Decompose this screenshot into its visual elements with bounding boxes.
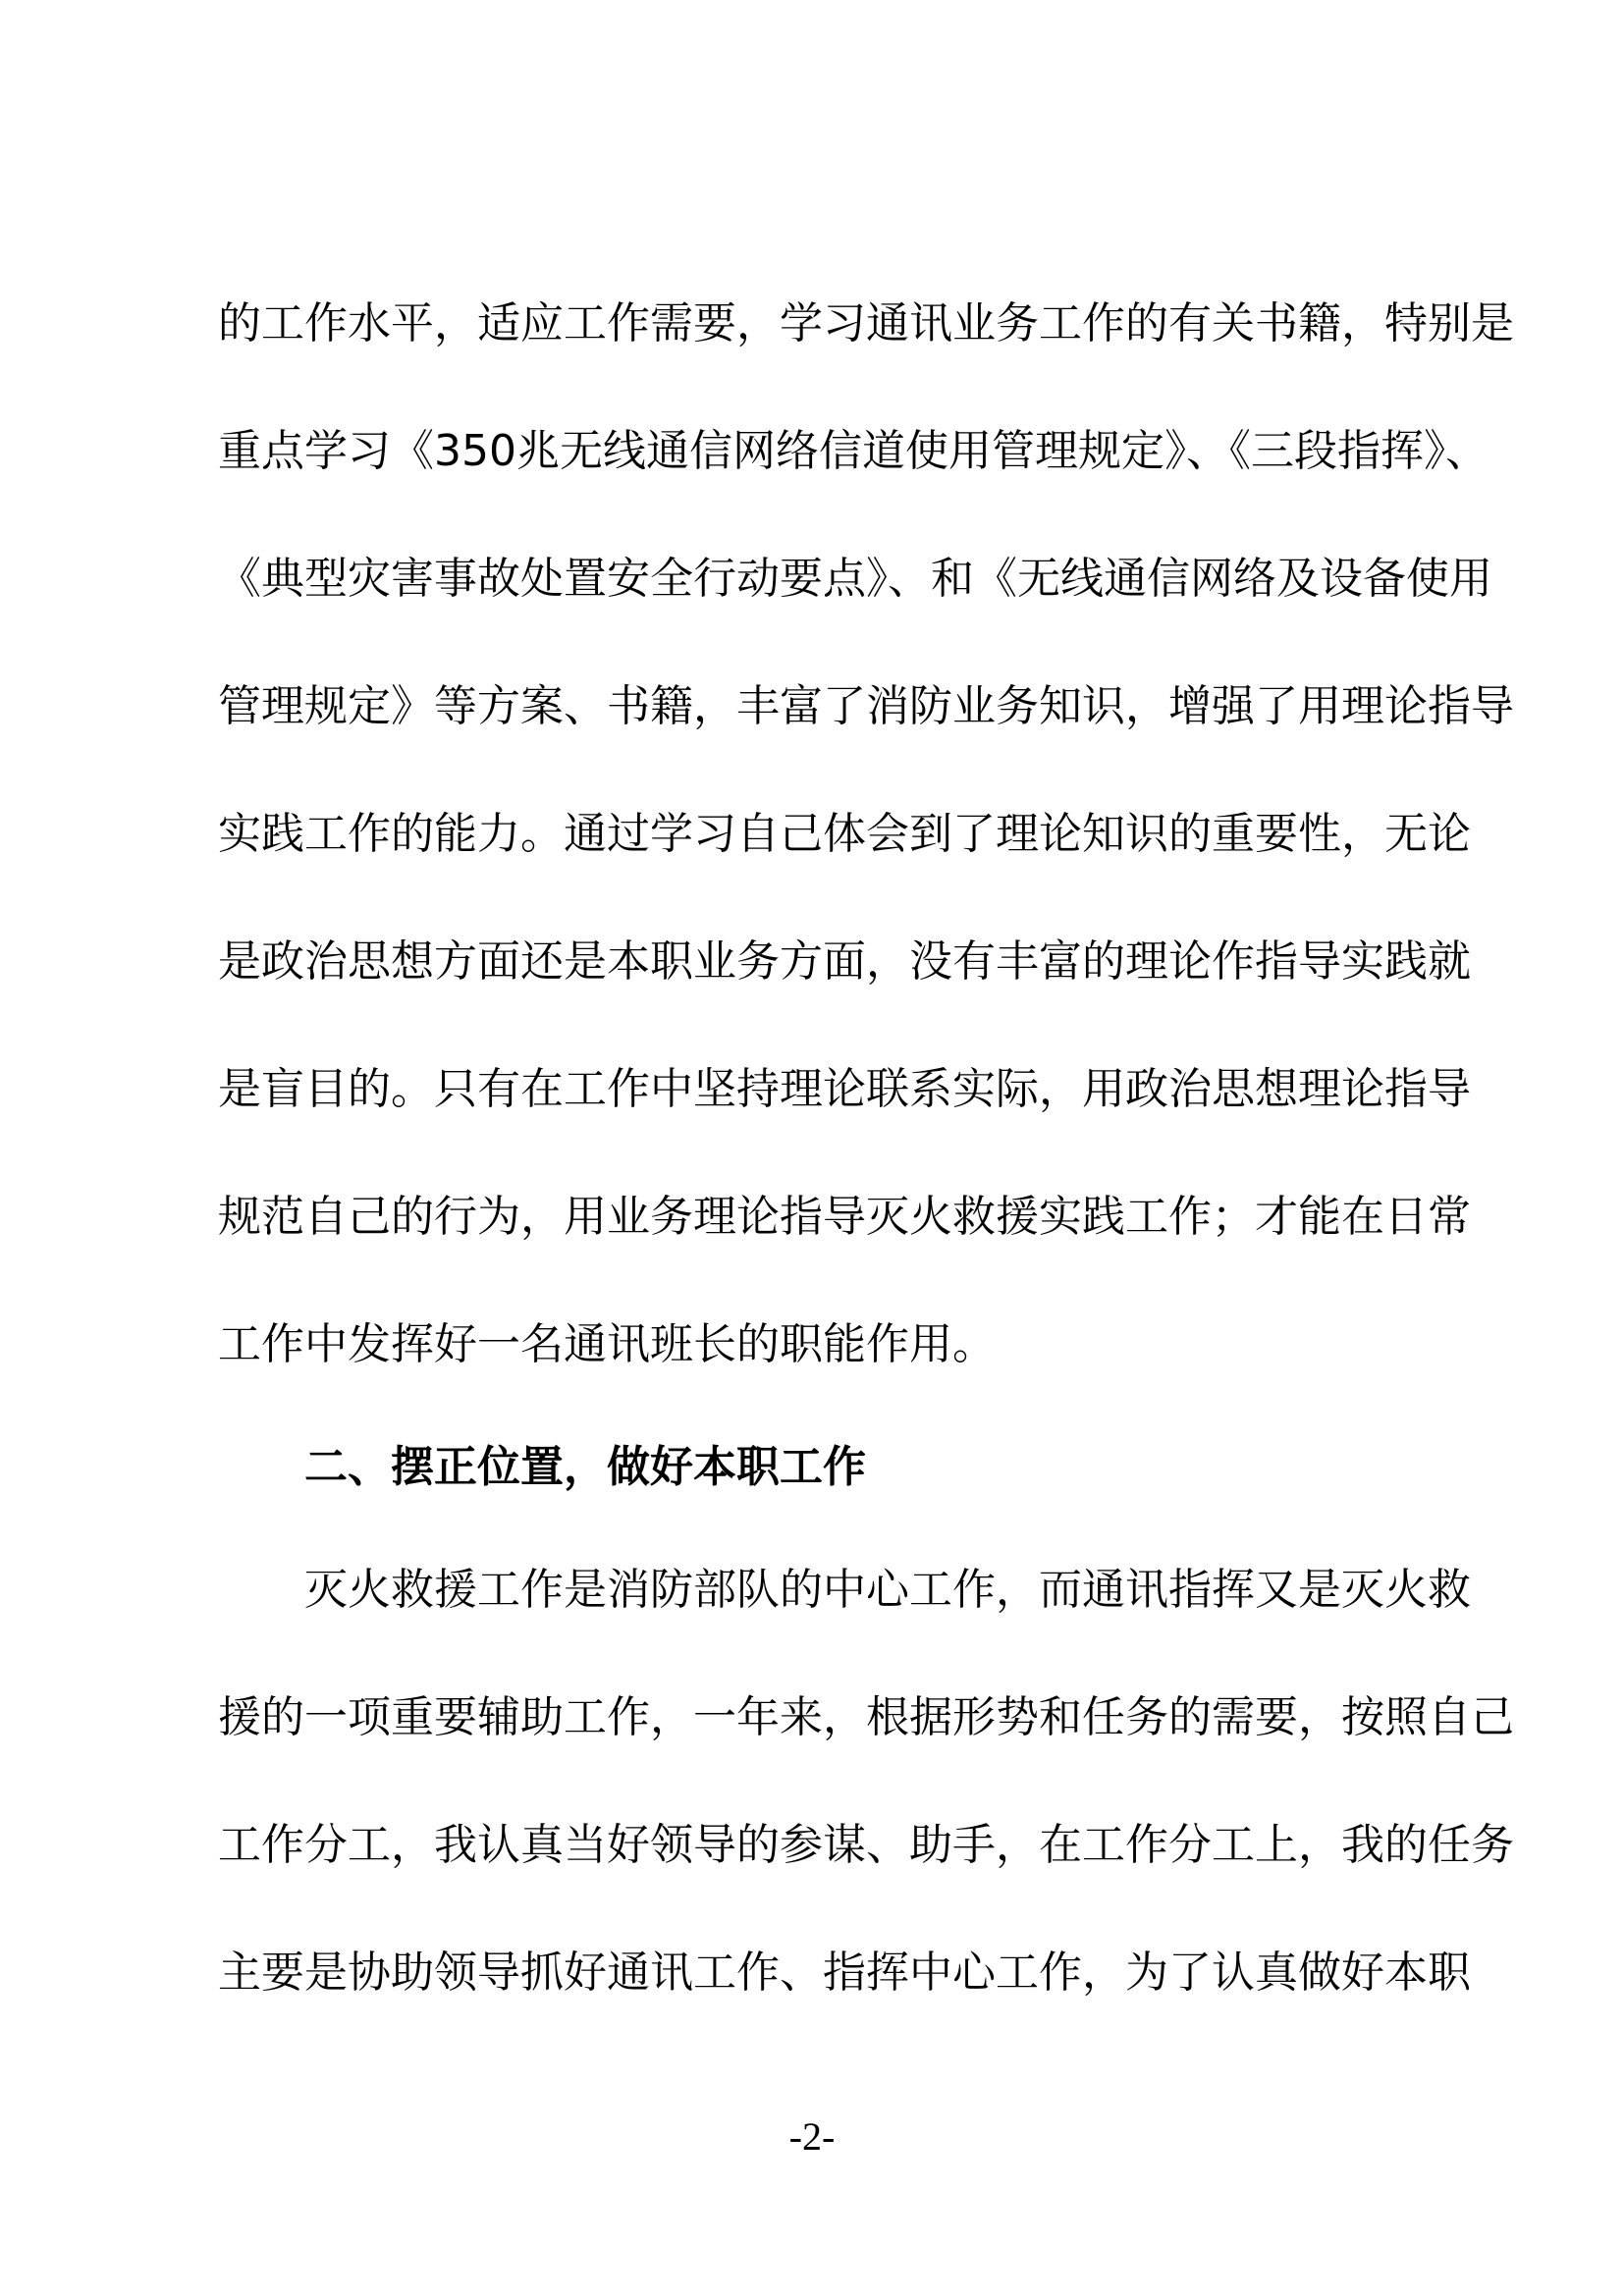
- paragraph-line: 工作分工，我认真当好领导的参谋、助手，在工作分工上，我的任务: [218, 1820, 1514, 1870]
- paragraph-line: 援的一项重要辅助工作，一年来，根据形势和任务的需要，按照自己: [218, 1692, 1514, 1742]
- paragraph-line: 是盲目的。只有在工作中坚持理论联系实际，用政治思想理论指导: [218, 1064, 1471, 1114]
- paragraph-line: 是政治思想方面还是本职业务方面，没有丰富的理论作指导实践就: [218, 936, 1471, 987]
- paragraph-line: 主要是协助领导抓好通讯工作、指挥中心工作，为了认真做好本职: [218, 1948, 1471, 1998]
- page-number: -2-: [788, 2114, 836, 2159]
- paragraph-line: 重点学习《350兆无线通信网络信道使用管理规定》、《三段指挥》、: [218, 426, 1489, 476]
- paragraph-line: 的工作水平，适应工作需要，学习通讯业务工作的有关书籍，特别是: [218, 298, 1514, 348]
- paragraph-line: 工作中发挥好一名通讯班长的职能作用。: [218, 1319, 996, 1369]
- paragraph-line: 灭火救援工作是消防部队的中心工作，而通讯指挥又是灭火救: [304, 1565, 1471, 1615]
- paragraph-line: 管理规定》等方案、书籍，丰富了消防业务知识，增强了用理论指导: [218, 681, 1514, 731]
- paragraph-line: 实践工作的能力。通过学习自己体会到了理论知识的重要性，无论: [218, 809, 1471, 859]
- paragraph-line: 《典型灾害事故处置安全行动要点》、和《无线通信网络及设备使用: [218, 554, 1492, 604]
- section-heading: 二、摆正位置，做好本职工作: [304, 1442, 866, 1492]
- paragraph-line: 规范自己的行为，用业务理论指导灭火救援实践工作；才能在日常: [218, 1192, 1471, 1242]
